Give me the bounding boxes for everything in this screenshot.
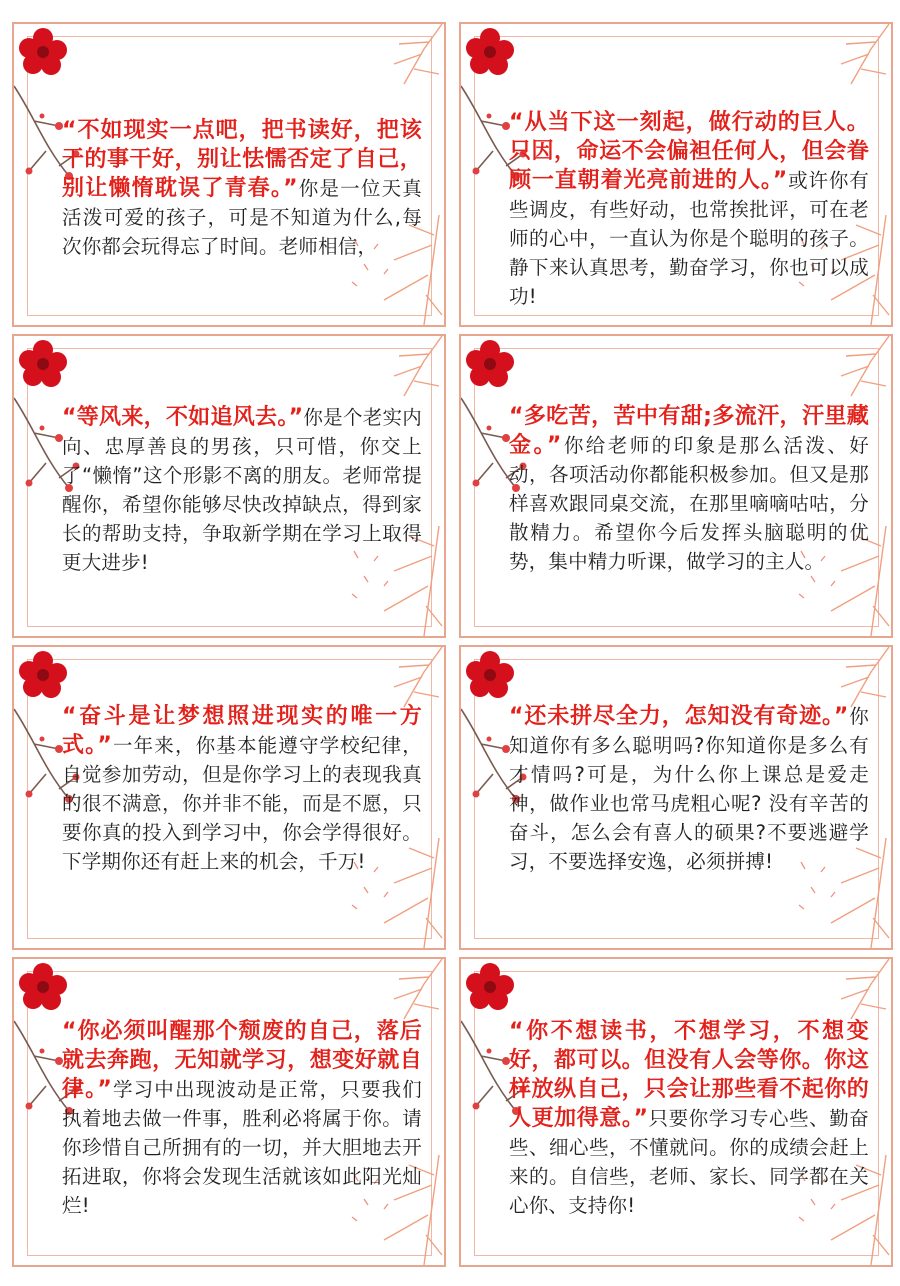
- body-text: 你是个老实内向、忠厚善良的男孩，只可惜，你交上了“懒惰”这个形影不离的朋友。老师常提醒你，希望你能够尽快改掉缺点，得到家长的帮助支持，争取新学期在学习上取得更大进步!: [62, 406, 422, 574]
- quote-text: “从当下这一刻起，做行动的巨人。只因，命运不会偏袒任何人，但会眷顾一直朝着光亮前进的人。”: [509, 110, 869, 193]
- bamboo-leaf-icon: [831, 24, 891, 94]
- comment-card: [459, 957, 893, 1267]
- red-flower-icon: [17, 649, 69, 701]
- comment-card: [12, 22, 446, 327]
- red-flower-icon: [17, 26, 69, 78]
- comment-text: [62, 1017, 422, 1220]
- quote-text: “你不想读书，不想学习，不想变好，都可以。但没有人会等你。你这样放纵自己，只会让那些看不起你的人更加得意。”: [509, 1019, 869, 1131]
- comment-card: [12, 645, 446, 950]
- red-flower-icon: [464, 338, 516, 390]
- body-text: 学习中出现波动是正常，只要我们执着地去做一件事，胜利必将属于你。请你珍惜自己所拥有的一切，并大胆地去开拓进取，你将会发现生活就该如此阳光灿烂!: [62, 1078, 422, 1217]
- bamboo-leaf-icon: [384, 336, 444, 406]
- comment-card: [459, 334, 893, 638]
- body-text: 你知道你有多么聪明吗?你知道你是多么有才情吗?可是，为什么你上课总是爱走神，做作业也常马虎粗心呢? 没有辛苦的奋斗，怎么会有喜人的硕果?不要逃避学习，不要选择安逸，必须拼搏!: [509, 705, 869, 873]
- body-text: 只要你学习专心些、勤奋些、细心些，不懂就问。你的成绩会赶上来的。自信些，老师、家长、同学都在关心你、支持你!: [509, 1107, 869, 1217]
- red-flower-icon: [464, 26, 516, 78]
- comment-text: [62, 702, 422, 876]
- body-text: 一年来，你基本能遵守学校纪律，自觉参加劳动，但是你学习上的表现我真的很不满意，你并非不能，而是不愿，只要你真的投入到学习中，你会学得很好。下学期你还有赶上来的机会，千万!: [62, 734, 422, 873]
- quote-text: “等风来，不如追风去。”: [62, 405, 304, 430]
- quote-text: “多吃苦，苦中有甜;多流汗，汗里藏金。”: [509, 404, 869, 458]
- quote-text: “不如现实一点吧，把书读好，把该干的事干好，别让怯懦否定了自己，别让懒惰耽误了青春。”: [62, 118, 422, 201]
- bamboo-leaf-icon: [831, 336, 891, 406]
- comment-text: [62, 116, 422, 261]
- comment-text: [509, 702, 869, 876]
- red-flower-icon: [17, 338, 69, 390]
- red-flower-icon: [17, 961, 69, 1013]
- body-text: 你是一位天真活泼可爱的孩子，可是不知道为什么,每次你都会玩得忘了时间。老师相信，: [62, 177, 422, 258]
- red-flower-icon: [464, 649, 516, 701]
- comment-card: [12, 957, 446, 1267]
- body-text: 或许你有些调皮，有些好动，也常挨批评，可在老师的心中，一直认为你是个聪明的孩子。静下来认真思考，勤奋学习，你也可以成功!: [509, 169, 869, 308]
- quote-text: “你必须叫醒那个颓废的自己，落后就去奔跑，无知就学习，想变好就自律。”: [62, 1019, 422, 1102]
- quote-text: “还未拼尽全力，怎知没有奇迹。”: [509, 704, 849, 729]
- comment-text: [62, 403, 422, 577]
- comment-text: [509, 402, 869, 576]
- comment-text: [509, 108, 869, 311]
- quote-text: “奋斗是让梦想照进现实的唯一方式。”: [62, 704, 422, 758]
- comment-text: [509, 1017, 869, 1220]
- comment-card: [12, 334, 446, 638]
- comment-card: [459, 645, 893, 950]
- body-text: 你给老师的印象是那么活泼、好动，各项活动你都能积极参加。但又是那样喜欢跟同桌交流，在那里嘀嘀咕咕，分散精力。希望你今后发挥头脑聪明的优势，集中精力听课，做学习的主人。: [509, 434, 869, 573]
- bamboo-leaf-icon: [384, 24, 444, 94]
- comment-card: [459, 22, 893, 327]
- red-flower-icon: [464, 961, 516, 1013]
